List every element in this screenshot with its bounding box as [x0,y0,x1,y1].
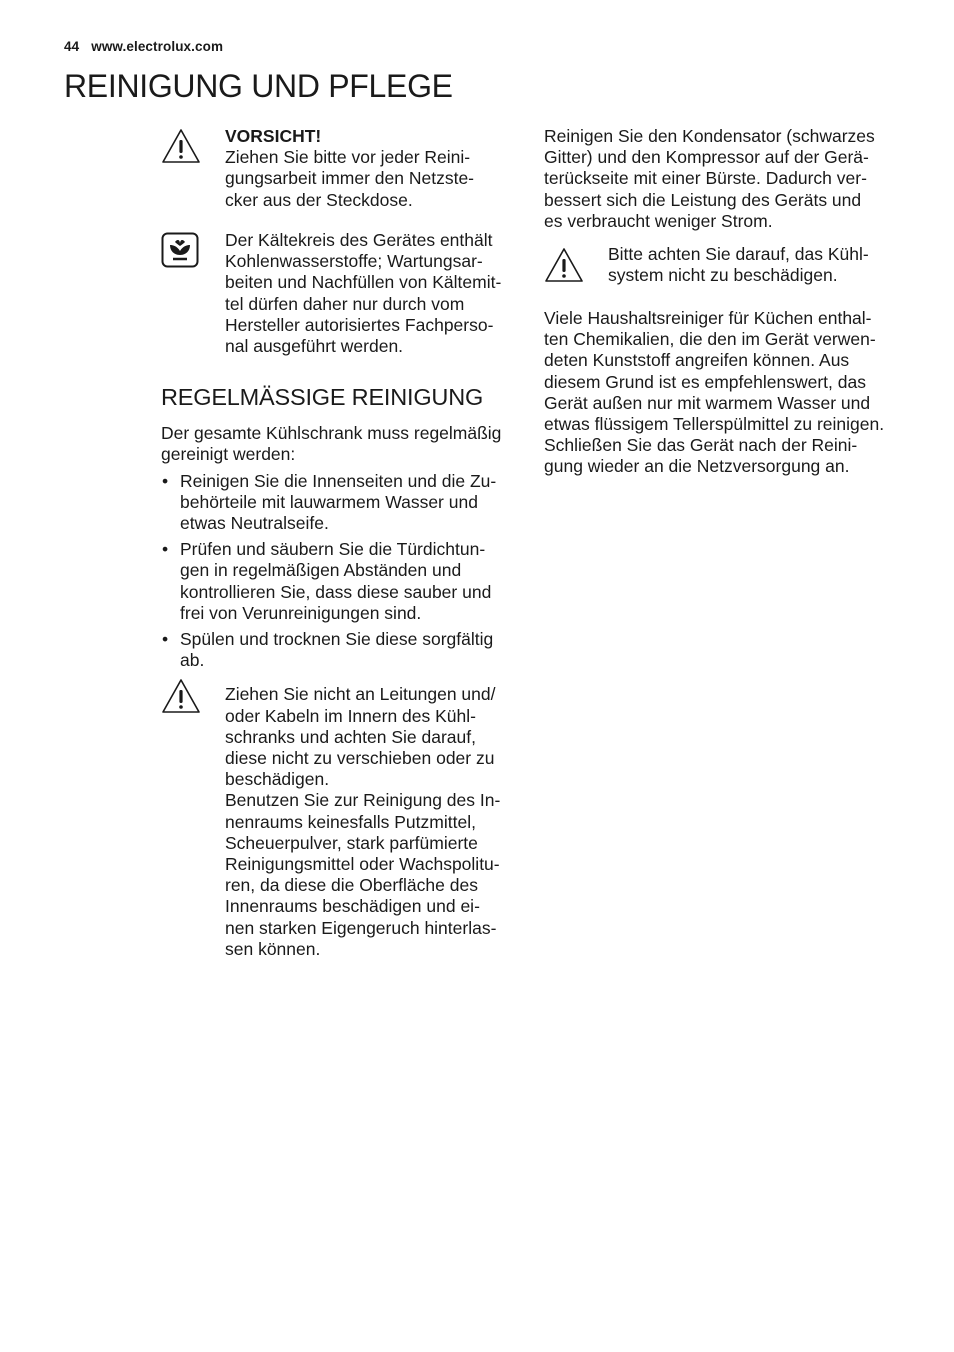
paragraph-line: es verbraucht weniger Strom. [544,210,773,231]
page-header [64,39,223,54]
list-item-line: behörteile mit lauwarmem Wasser und [180,491,478,512]
warning-line: oder Kabeln im Innern des Kühl- [225,705,476,726]
warning-line: sen können. [225,938,321,959]
left-column [161,126,521,960]
warning-line: Scheuerpulver, stark parfümierte [225,832,478,853]
warning-line: nen starken Eigengeruch hinterlas- [225,917,497,938]
paragraph-line: Gerät außen nur mit warmem Wasser und [544,392,871,413]
warning-line: diese nicht zu verschieben oder zu [225,748,495,769]
cleaning-agents-paragraph [544,308,904,478]
list-item [161,629,521,671]
environment-line: Hersteller autorisiertes Fachperso- [225,314,494,335]
list-item [161,539,521,624]
intro-paragraph [161,423,521,465]
warning-line: Ziehen Sie nicht an Leitungen und/ [225,684,496,705]
list-item-line: etwas Neutralseife. [180,513,329,534]
warning-line: Reinigungsmittel oder Wachspolitu- [225,854,500,875]
page-number: 44 [64,39,80,54]
paragraph-line: deten Kunststoff angreifen können. Aus [544,350,850,371]
warning-line: Bitte achten Sie darauf, das Kühl- [608,244,869,265]
intro-line: gereinigt werden: [161,444,296,465]
paragraph-line: etwas flüssigem Tellerspülmittel zu reinigen. [544,414,885,435]
list-item-line: • Prüfen und säubern Sie die Türdichtun- [180,539,486,560]
list-item-line: • Spülen und trocknen Sie diese sorgfältig [180,629,494,650]
environment-line: tel dürfen daher nur durch vom [225,293,465,314]
paragraph-line: bessert sich die Leistung des Geräts und [544,189,862,210]
paragraph-line: Reinigen Sie den Kondensator (schwarzes [544,126,875,146]
list-item-line: frei von Verunreinigungen sind. [180,602,422,623]
paragraph-line: Viele Haushaltsreiniger für Küchen enthal- [544,308,872,329]
caution-heading: VORSICHT! [225,126,322,146]
condenser-paragraph [544,126,904,232]
warning-triangle-icon [161,128,201,169]
website-url: www.electrolux.com [91,39,224,54]
right-column [544,126,904,478]
list-item [161,471,521,535]
list-item-line: gen in regelmäßigen Abständen und [180,560,462,581]
warning-line: schranks und achten Sie darauf, [225,726,476,747]
environment-line: nal ausgeführt werden. [225,336,404,357]
warning-line: ren, da diese die Oberfläche des [225,875,478,896]
warning-line: nenraums keinesfalls Putzmittel, [225,811,476,832]
intro-line: Der gesamte Kühlschrank muss regelmäßig [161,423,502,444]
warning-line: Innenraums beschädigen und ei- [225,896,480,917]
warning-line: system nicht zu beschädigen. [608,265,838,286]
warning-triangle-icon [161,678,201,719]
environment-notice [161,230,521,357]
section-heading: REGELMÄSSIGE REINIGUNG [161,384,484,411]
warning-triangle-icon [544,247,584,288]
paragraph-line: Gitter) und den Kompressor auf der Gerä- [544,147,869,168]
paragraph-line: Schließen Sie das Gerät nach der Reini- [544,435,858,456]
environment-line: Kohlenwasserstoffe; Wartungsar- [225,251,483,272]
page-title: REINIGUNG UND PFLEGE [64,68,453,104]
list-item-line: • Reinigen Sie die Innenseiten und die Zu- [180,470,497,491]
caution-line: gungsarbeit immer den Netzste- [225,168,474,189]
cable-warning-notice [161,684,521,960]
warning-line: Benutzen Sie zur Reinigung des In- [225,790,501,811]
environment-line: beiten und Nachfüllen von Kältemit- [225,272,502,293]
environment-line: Der Kältekreis des Gerätes enthält [225,230,493,250]
paragraph-line: gung wieder an die Netzversorgung an. [544,456,850,477]
warning-line: beschädigen. [225,769,330,790]
list-item-line: ab. [180,650,205,671]
cooling-system-warning [544,244,904,300]
list-item-line: kontrollieren Sie, dass diese sauber und [180,581,492,602]
caution-notice [161,126,521,212]
paragraph-line: terückseite mit einer Bürste. Dadurch ver- [544,168,867,189]
caution-line: cker aus der Steckdose. [225,189,413,210]
caution-line: Ziehen Sie bitte vor jeder Reini- [225,147,471,168]
paragraph-line: diesem Grund ist es empfehlenswert, das [544,371,866,392]
paragraph-line: ten Chemikalien, die den im Gerät verwen- [544,329,876,350]
environment-icon [161,232,199,273]
cleaning-list [161,471,521,672]
